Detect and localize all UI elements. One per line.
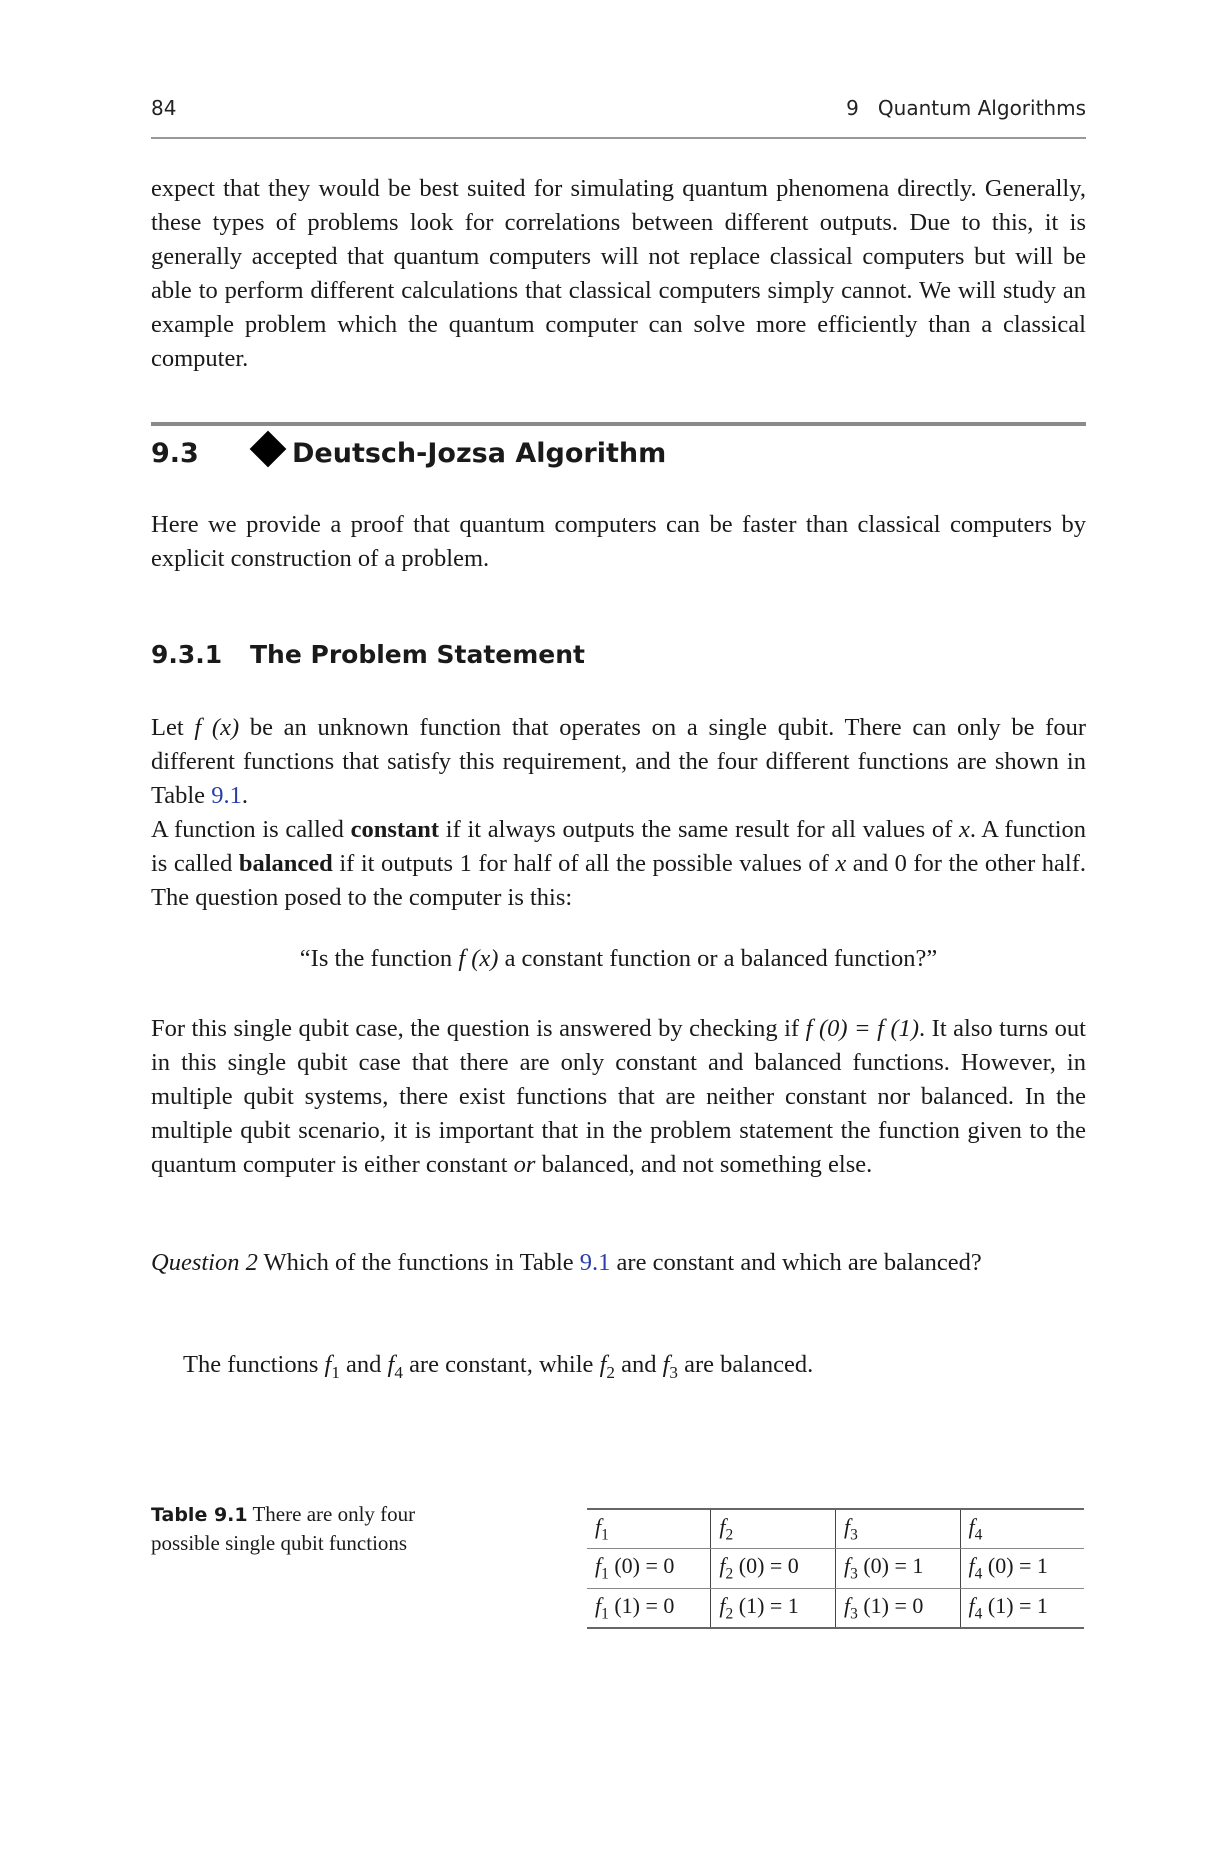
- intro-paragraph: expect that they would be best suited for simulating quantum phenomena directly. Generally, these types of problems look for correlations between different outputs. Due to this, it is generally accepted that quantum computers will not replace classical computers but will be able to perform different calculations that classical computers simply cannot. We will study an example problem which the quantum computer can solve more efficiently than a classical computer.: [151, 175, 1086, 372]
- subsection-number: 9.3.1: [151, 640, 223, 669]
- subsection-heading: [151, 636, 1086, 676]
- table-ref-link-2[interactable]: 9.1: [579, 1249, 611, 1276]
- single-qubit-paragraph: For this single qubit case, the question is answered by checking if f (0) = f (1). It also turns out in this single qubit case that there are only constant and balanced functions. However, in multiple qubit systems, there exist functions that are neither constant nor balanced. In the multiple qubit scenario, it is important that in the problem statement the function given to the quantum computer is either constant or balanced, and not something else.: [151, 1015, 1086, 1178]
- table-cell: $f_1$ (1) = 0: [587, 1588, 711, 1628]
- table-cell: $f_2$: [711, 1509, 836, 1549]
- table-row: [587, 1549, 1084, 1588]
- table-cell: $f_3$ (1) = 0: [835, 1588, 960, 1628]
- section-title: Deutsch-Jozsa Algorithm: [292, 438, 667, 469]
- table-caption-label: Table 9.1: [151, 1504, 248, 1526]
- page-header: [151, 96, 1086, 120]
- table-cell: $f_3$: [835, 1509, 960, 1549]
- header-rule: [151, 137, 1086, 139]
- definition-paragraph: A function is called constant if it always outputs the same result for all values of x. A function is called balanced if it outputs 1 for half of all the possible values of x and 0 for the other half. The question posed to the computer is this:: [151, 816, 1086, 911]
- section-number: 9.3: [151, 438, 199, 469]
- table-cell: $f_2$ (1) = 1: [711, 1588, 836, 1628]
- table-row: [587, 1509, 1084, 1549]
- table-cell: $f_4$ (1) = 1: [960, 1588, 1084, 1628]
- table-cell: $f_2$ (0) = 0: [711, 1549, 836, 1588]
- table-cell: $f_4$ (0) = 1: [960, 1549, 1084, 1588]
- table-caption: [151, 1500, 421, 1557]
- table-cell: $f_4$: [960, 1509, 1084, 1549]
- section-rule: [151, 422, 1086, 426]
- functions-table: [587, 1508, 1084, 1629]
- question-label: Question 2: [151, 1249, 258, 1276]
- table-row: [587, 1588, 1084, 1628]
- table-ref-link[interactable]: 9.1: [211, 782, 242, 809]
- math-f0-eq-f1: f (0) = f (1): [805, 1015, 920, 1042]
- question-quote: “Is the function f (x) a constant function or a balanced function?”: [299, 945, 938, 972]
- term-constant: constant: [350, 816, 440, 843]
- section-intro: Here we provide a proof that quantum computers can be faster than classical computers by explicit construction of a problem.: [151, 511, 1086, 572]
- table-cell: $f_1$ (0) = 0: [587, 1549, 711, 1588]
- page-number: 84: [151, 96, 177, 120]
- section-heading: [151, 432, 1086, 482]
- problem-paragraph: Let f (x) be an unknown function that operates on a single qubit. There can only be four different functions that satisfy this requirement, and the four different functions are shown in Table 9.1.: [151, 714, 1086, 809]
- table-cell: $f_3$ (0) = 1: [835, 1549, 960, 1588]
- table-cell: $f_1$: [587, 1509, 711, 1549]
- answer-paragraph: The functions $f_1$ and $f_4$ are constant, while $f_2$ and $f_3$ are balanced.: [183, 1351, 814, 1382]
- diamond-icon: [250, 431, 287, 468]
- table-caption-text: There are only four possible single qubit functions: [151, 1502, 416, 1555]
- math-f-of-x: f (x): [194, 714, 240, 741]
- subsection-title: The Problem Statement: [250, 640, 585, 669]
- question-paragraph: Question 2 Which of the functions in Table 9.1 are constant and which are balanced?: [151, 1249, 982, 1276]
- term-balanced: balanced: [238, 850, 333, 877]
- running-title: 9 Quantum Algorithms: [846, 96, 1086, 120]
- emphasis-or: or: [513, 1151, 536, 1178]
